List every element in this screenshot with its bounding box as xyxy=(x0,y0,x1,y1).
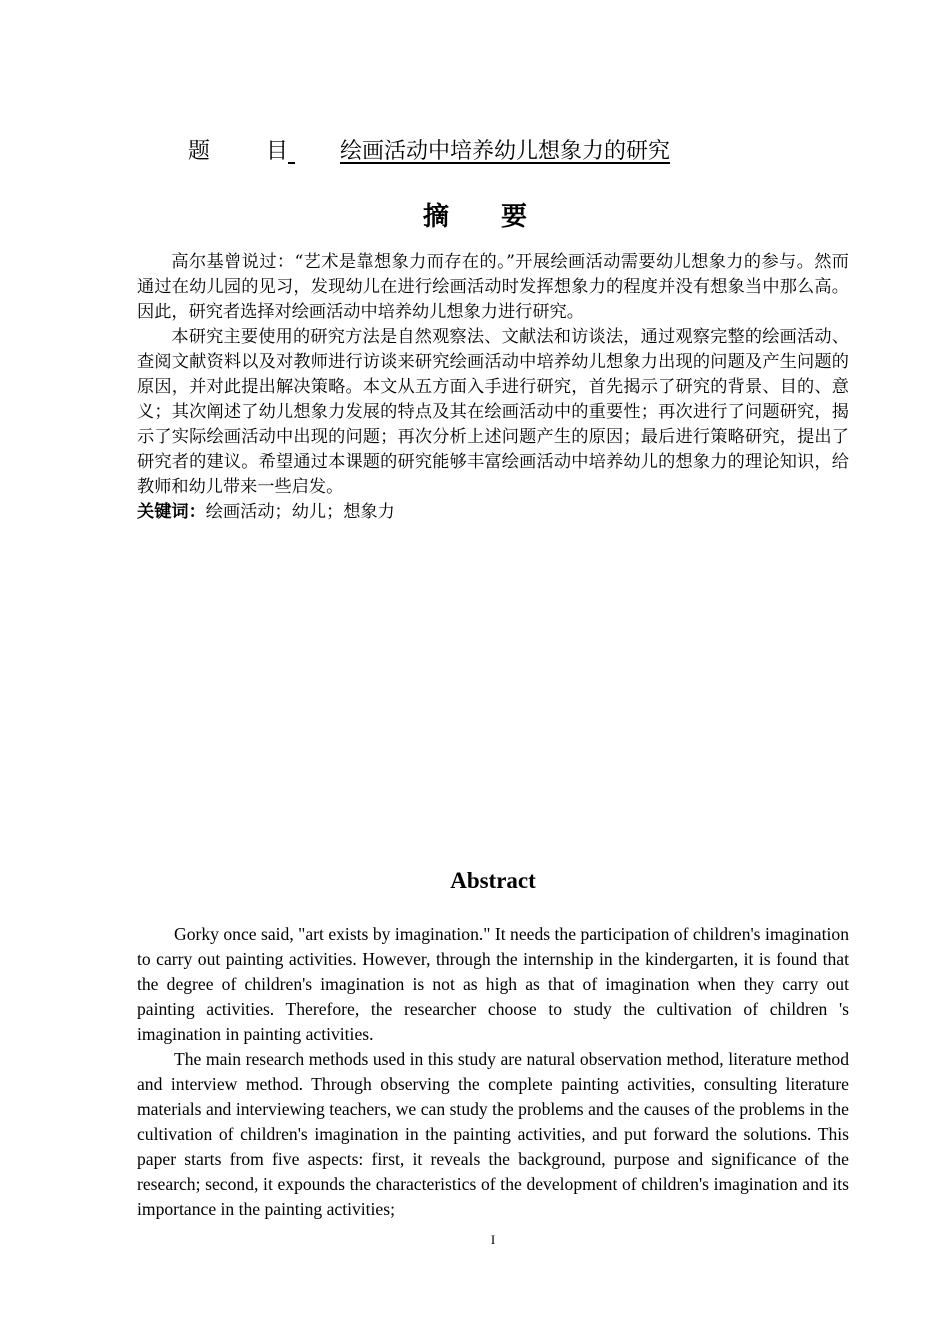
title-underline-pad xyxy=(288,136,340,168)
english-paragraph-1: Gorky once said, "art exists by imagination." It needs the participation of children's imagination to carry out painting activities. However, through the internship in the kindergarten, it is found that the degree of children's imagination is not as high as that of imagination when they carry out painting activities. Therefore, the researcher choose to study the cultivation of children 's imagination in painting activities. xyxy=(137,924,849,1044)
keywords-label: 关键词： xyxy=(137,502,206,522)
chinese-paragraph-2: 本研究主要使用的研究方法是自然观察法、文献法和访谈法，通过观察完整的绘画活动、查阅文献资料以及对教师进行访谈来研究绘画活动中培养幼儿想象力出现的问题及产生问题的原因，并对此提出解决策略。本文从五方面入手进行研究，首先揭示了研究的背景、目的、意义；其次阐述了幼儿想象力发展的特点及其在绘画活动中的重要性；再次进行了问题研究，揭示了实际绘画活动中出现的问题；再次分析上述问题产生的原因；最后进行策略研究，提出了研究者的建议。希望通过本课题的研究能够丰富绘画活动中培养幼儿的想象力的理论知识，给教师和幼儿带来一些启发。 xyxy=(137,327,849,497)
title-label-part2: 目 xyxy=(266,139,289,164)
chinese-abstract-body xyxy=(137,250,849,525)
english-abstract-clip xyxy=(137,922,849,1222)
english-abstract-heading: Abstract xyxy=(450,868,536,893)
english-paragraph-2: The main research methods used in this study are natural observation method, literature method and interview method. Through observing the complete painting activities, consulting literature materials and interviewing teachers, we can study the problems and the causes of the problems in the cultivation of children's imagination in the painting activities, and put forward the solutions. This paper starts from five aspects: first, it reveals the background, purpose and significance of the research; second, it expounds the characteristics of the development of children's imagination and its importance in the painting activities; xyxy=(137,1049,849,1219)
page-number: I xyxy=(490,1232,496,1247)
chinese-abstract-heading: 摘要 xyxy=(422,202,579,232)
keywords-value: 绘画活动；幼儿；想象力 xyxy=(205,502,395,522)
keywords-line xyxy=(137,500,849,525)
chinese-paragraph-1: 高尔基曾说过：“艺术是靠想象力而存在的。”开展绘画活动需要幼儿想象力的参与。然而通过在幼儿园的见习，发现幼儿在进行绘画活动时发挥想象力的程度并没有想象当中那么高。因此，研究者选择对绘画活动中培养幼儿想象力进行研究。 xyxy=(137,252,849,322)
thesis-topic: 绘画活动中培养幼儿想象力的研究 xyxy=(340,139,671,164)
title-label-part1: 题 xyxy=(188,139,211,164)
thesis-title-row xyxy=(188,136,788,168)
english-abstract-body xyxy=(137,922,849,1222)
